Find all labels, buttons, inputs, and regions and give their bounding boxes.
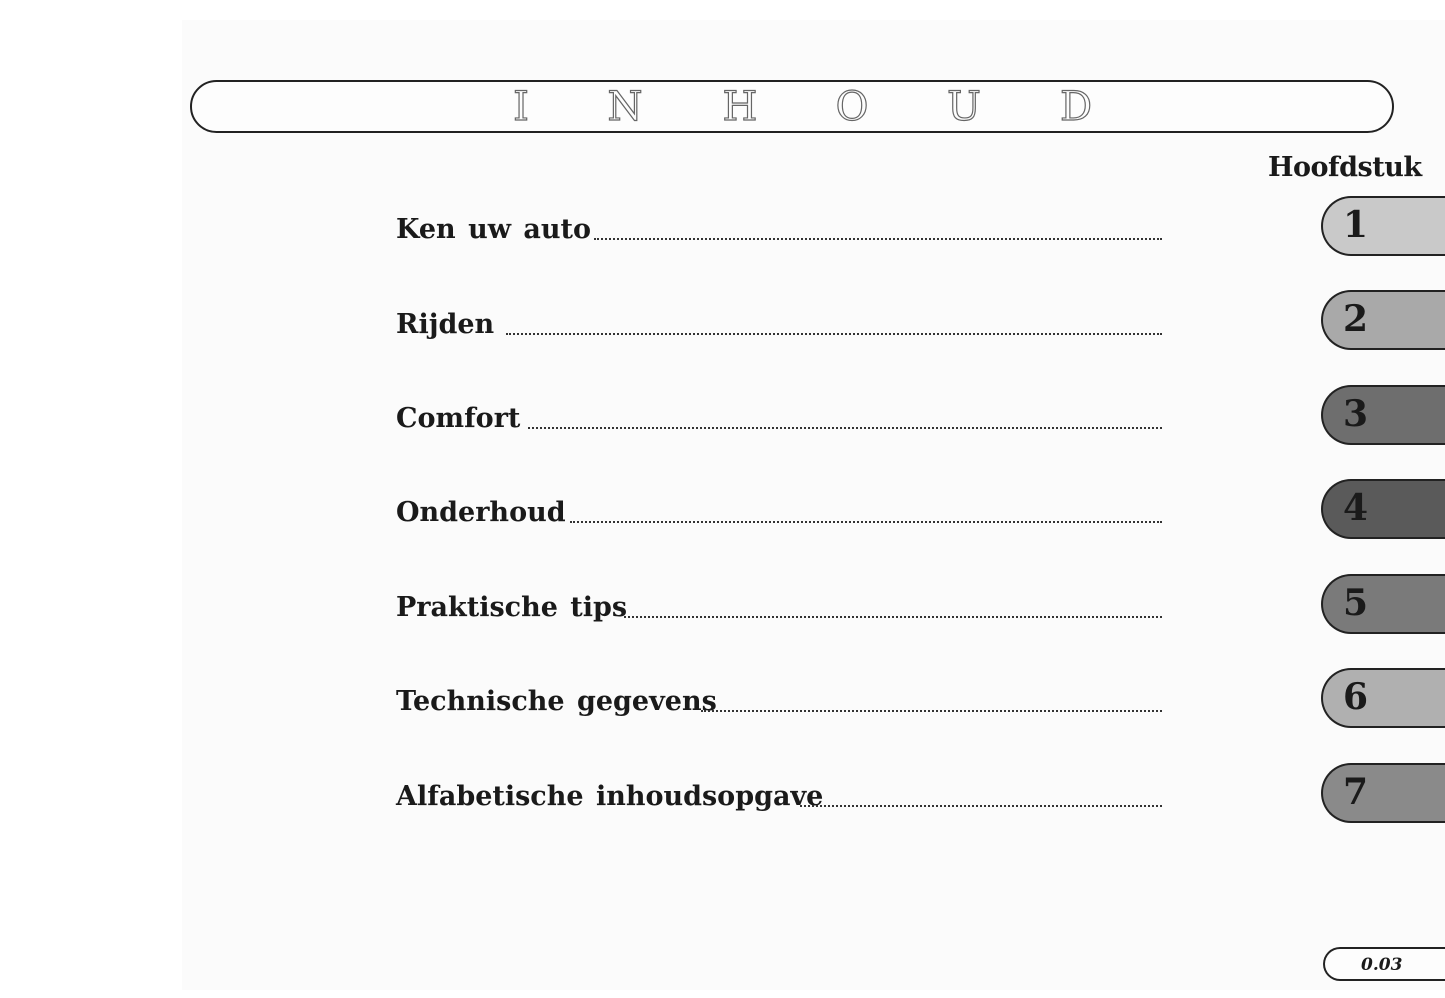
document-page bbox=[182, 20, 1445, 990]
toc-label: Rijden bbox=[396, 309, 495, 340]
chapter-heading: Hoofdstuk bbox=[1268, 152, 1422, 183]
page-number: 0.03 bbox=[1361, 955, 1403, 975]
chapter-tab-7[interactable] bbox=[1321, 763, 1445, 823]
chapter-number: 6 bbox=[1343, 676, 1369, 718]
title-letter: D bbox=[1059, 84, 1093, 130]
chapter-tab-4[interactable] bbox=[1321, 479, 1445, 539]
chapter-tab-3[interactable] bbox=[1321, 385, 1445, 445]
chapter-tab-5[interactable] bbox=[1321, 574, 1445, 634]
toc-label: Alfabetische inhoudsopgave bbox=[396, 781, 824, 812]
page-number-badge bbox=[1323, 947, 1445, 981]
chapter-number: 5 bbox=[1343, 582, 1369, 624]
chapter-number: 2 bbox=[1343, 298, 1369, 340]
toc-label: Praktische tips bbox=[396, 592, 628, 623]
toc-leader-dots bbox=[624, 616, 1162, 618]
toc-label: Ken uw auto bbox=[396, 214, 591, 245]
title-letter: O bbox=[835, 84, 869, 130]
toc-leader-dots bbox=[800, 805, 1162, 807]
toc-leader-dots bbox=[701, 710, 1162, 712]
chapter-tab-1[interactable] bbox=[1321, 196, 1445, 256]
chapter-number: 3 bbox=[1343, 393, 1369, 435]
toc-label: Comfort bbox=[396, 403, 521, 434]
title-letter: N bbox=[607, 84, 643, 130]
chapter-number: 7 bbox=[1343, 771, 1369, 813]
chapter-tab-2[interactable] bbox=[1321, 290, 1445, 350]
toc-leader-dots bbox=[506, 333, 1162, 335]
title-banner bbox=[190, 80, 1394, 133]
chapter-number: 1 bbox=[1343, 204, 1369, 246]
title-letter: I bbox=[513, 84, 529, 130]
toc-leader-dots bbox=[570, 521, 1162, 523]
toc-leader-dots bbox=[594, 238, 1162, 240]
title-letter: H bbox=[722, 84, 758, 130]
chapter-tab-6[interactable] bbox=[1321, 668, 1445, 728]
title-letter: U bbox=[947, 84, 981, 130]
toc-label: Technische gegevens bbox=[396, 686, 717, 717]
toc-label: Onderhoud bbox=[396, 497, 566, 528]
chapter-number: 4 bbox=[1343, 487, 1369, 529]
toc-leader-dots bbox=[528, 427, 1162, 429]
